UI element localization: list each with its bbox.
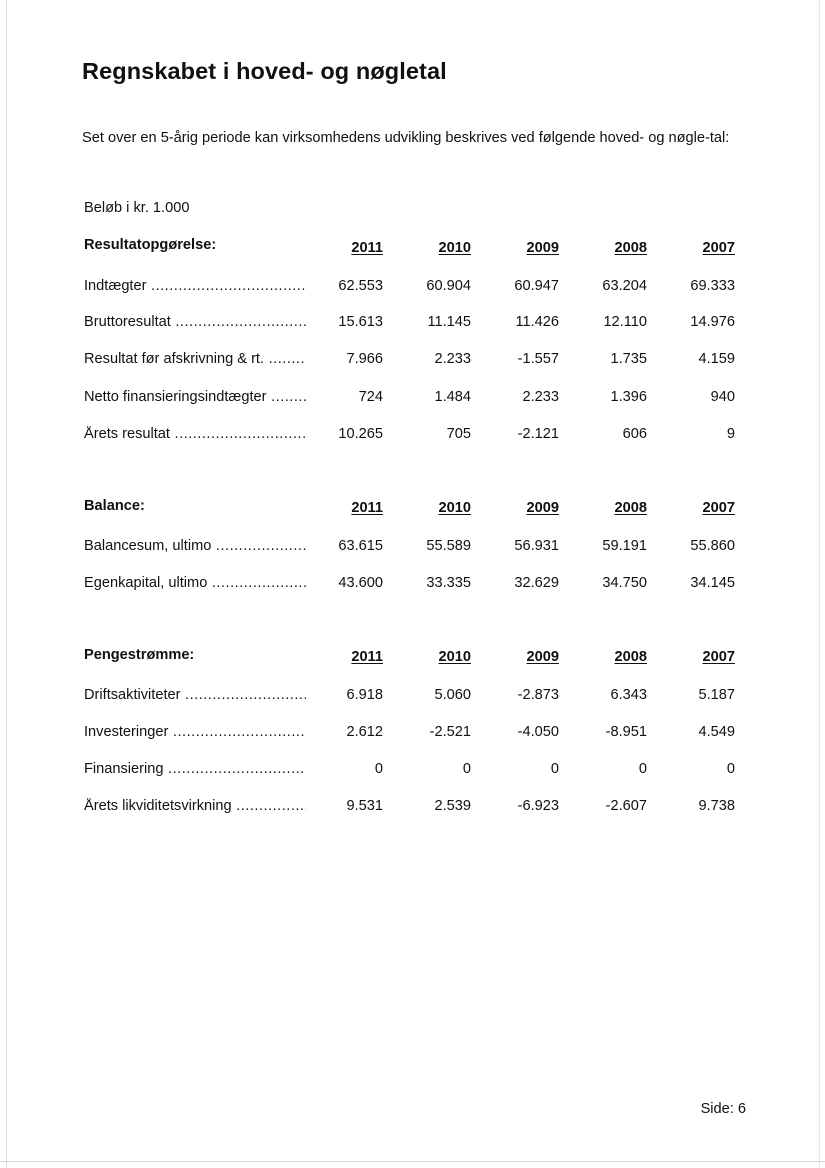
- intro-paragraph: Set over en 5-årig periode kan virksomhedens udvikling beskrives ved følgende hoved- og nøgle-tal:: [82, 130, 730, 146]
- page-number: Side: 6: [700, 1101, 746, 1117]
- table-cell: -2.121: [517, 426, 559, 442]
- table-cell: 62.553: [338, 278, 383, 294]
- table-cell: 11.145: [427, 314, 471, 330]
- row-label-aarets-likviditetsvirkning: Årets likviditetsvirkning .....: [84, 798, 306, 814]
- table-cell: 15.613: [338, 314, 383, 330]
- table-cell: 11.426: [515, 314, 559, 330]
- table-cell: 12.110: [603, 314, 647, 330]
- table-cell: 7.966: [346, 351, 383, 367]
- table-cell: 5.060: [434, 687, 471, 703]
- table-cell: 0: [462, 761, 471, 777]
- table-cell: 43.600: [338, 575, 383, 591]
- row-label-finansiering: Finansiering .....: [84, 761, 306, 777]
- row-label-bruttoresultat: Bruttoresultat .....: [84, 314, 306, 330]
- year-header: 2010: [438, 240, 471, 256]
- page-edge-bottom: [0, 1161, 825, 1162]
- year-header: 2011: [351, 500, 383, 516]
- table-cell: 1.396: [610, 389, 647, 405]
- table-cell: 0: [638, 761, 647, 777]
- table-cell: 6.343: [610, 687, 647, 703]
- table-cell: 9.738: [698, 798, 735, 814]
- year-header: 2008: [614, 240, 647, 256]
- section-heading-pengestroemme: Pengestrømme:: [84, 647, 195, 663]
- row-label-netto-finansieringsindtaegter: Netto finansieringsindtægter .....: [84, 389, 306, 405]
- table-cell: 63.615: [338, 538, 383, 554]
- table-cell: 724: [358, 389, 383, 405]
- year-header: 2007: [702, 649, 735, 665]
- row-label-aarets-resultat: Årets resultat .....: [84, 426, 306, 442]
- page-edge-left: [6, 0, 7, 1168]
- year-header: 2010: [438, 500, 471, 516]
- table-cell: 606: [622, 426, 647, 442]
- table-cell: 69.333: [690, 278, 735, 294]
- page-title: Regnskabet i hoved- og nøgletal: [82, 58, 447, 84]
- table-cell: 2.233: [522, 389, 559, 405]
- table-cell: 60.947: [514, 278, 559, 294]
- year-header: 2011: [351, 649, 383, 665]
- table-cell: 4.159: [698, 351, 735, 367]
- table-cell: -2.607: [605, 798, 647, 814]
- row-label-driftsaktiviteter: Driftsaktiviteter .....: [84, 687, 306, 703]
- table-cell: 10.265: [338, 426, 383, 442]
- table-cell: 34.145: [690, 575, 735, 591]
- table-cell: 5.187: [698, 687, 735, 703]
- table-cell: 2.233: [434, 351, 471, 367]
- table-cell: -2.873: [517, 687, 559, 703]
- year-header: 2007: [702, 500, 735, 516]
- table-cell: 705: [446, 426, 471, 442]
- year-header: 2009: [526, 649, 559, 665]
- year-header: 2009: [526, 500, 559, 516]
- table-cell: 63.204: [602, 278, 647, 294]
- year-header: 2010: [438, 649, 471, 665]
- table-cell: 1.735: [610, 351, 647, 367]
- row-label-indtaegter: Indtægter .....: [84, 278, 306, 294]
- table-cell: 1.484: [434, 389, 471, 405]
- page-edge-right: [819, 0, 820, 1168]
- table-cell: -4.050: [517, 724, 559, 740]
- year-header: 2007: [702, 240, 735, 256]
- table-cell: 32.629: [514, 575, 559, 591]
- year-header: 2008: [614, 649, 647, 665]
- table-cell: 6.918: [346, 687, 383, 703]
- table-cell: -6.923: [517, 798, 559, 814]
- table-cell: 34.750: [602, 575, 647, 591]
- row-label-resultat-foer-afskrivning: Resultat før afskrivning & rt. .....: [84, 351, 306, 367]
- table-cell: -8.951: [605, 724, 647, 740]
- row-label-egenkapital: Egenkapital, ultimo .....: [84, 575, 306, 591]
- table-cell: -2.521: [429, 724, 471, 740]
- year-header: 2009: [526, 240, 559, 256]
- table-cell: 59.191: [602, 538, 647, 554]
- table-cell: -1.557: [517, 351, 559, 367]
- section-heading-resultatopgoerelse: Resultatopgørelse:: [84, 237, 217, 253]
- year-header: 2011: [351, 240, 383, 256]
- table-cell: 55.860: [690, 538, 735, 554]
- table-cell: 14.976: [690, 314, 735, 330]
- table-cell: 2.539: [434, 798, 471, 814]
- table-cell: 0: [726, 761, 735, 777]
- year-header: 2008: [614, 500, 647, 516]
- row-label-balancesum: Balancesum, ultimo .....: [84, 538, 306, 554]
- row-label-investeringer: Investeringer .....: [84, 724, 306, 740]
- table-cell: 9: [726, 426, 735, 442]
- table-cell: 55.589: [426, 538, 471, 554]
- table-cell: 0: [374, 761, 383, 777]
- table-cell: 4.549: [698, 724, 735, 740]
- table-cell: 0: [550, 761, 559, 777]
- table-cell: 60.904: [426, 278, 471, 294]
- table-cell: 9.531: [346, 798, 383, 814]
- table-cell: 56.931: [514, 538, 559, 554]
- table-cell: 940: [710, 389, 735, 405]
- section-heading-balance: Balance:: [84, 498, 145, 514]
- table-cell: 33.335: [426, 575, 471, 591]
- table-cell: 2.612: [346, 724, 383, 740]
- unit-note: Beløb i kr. 1.000: [84, 200, 190, 216]
